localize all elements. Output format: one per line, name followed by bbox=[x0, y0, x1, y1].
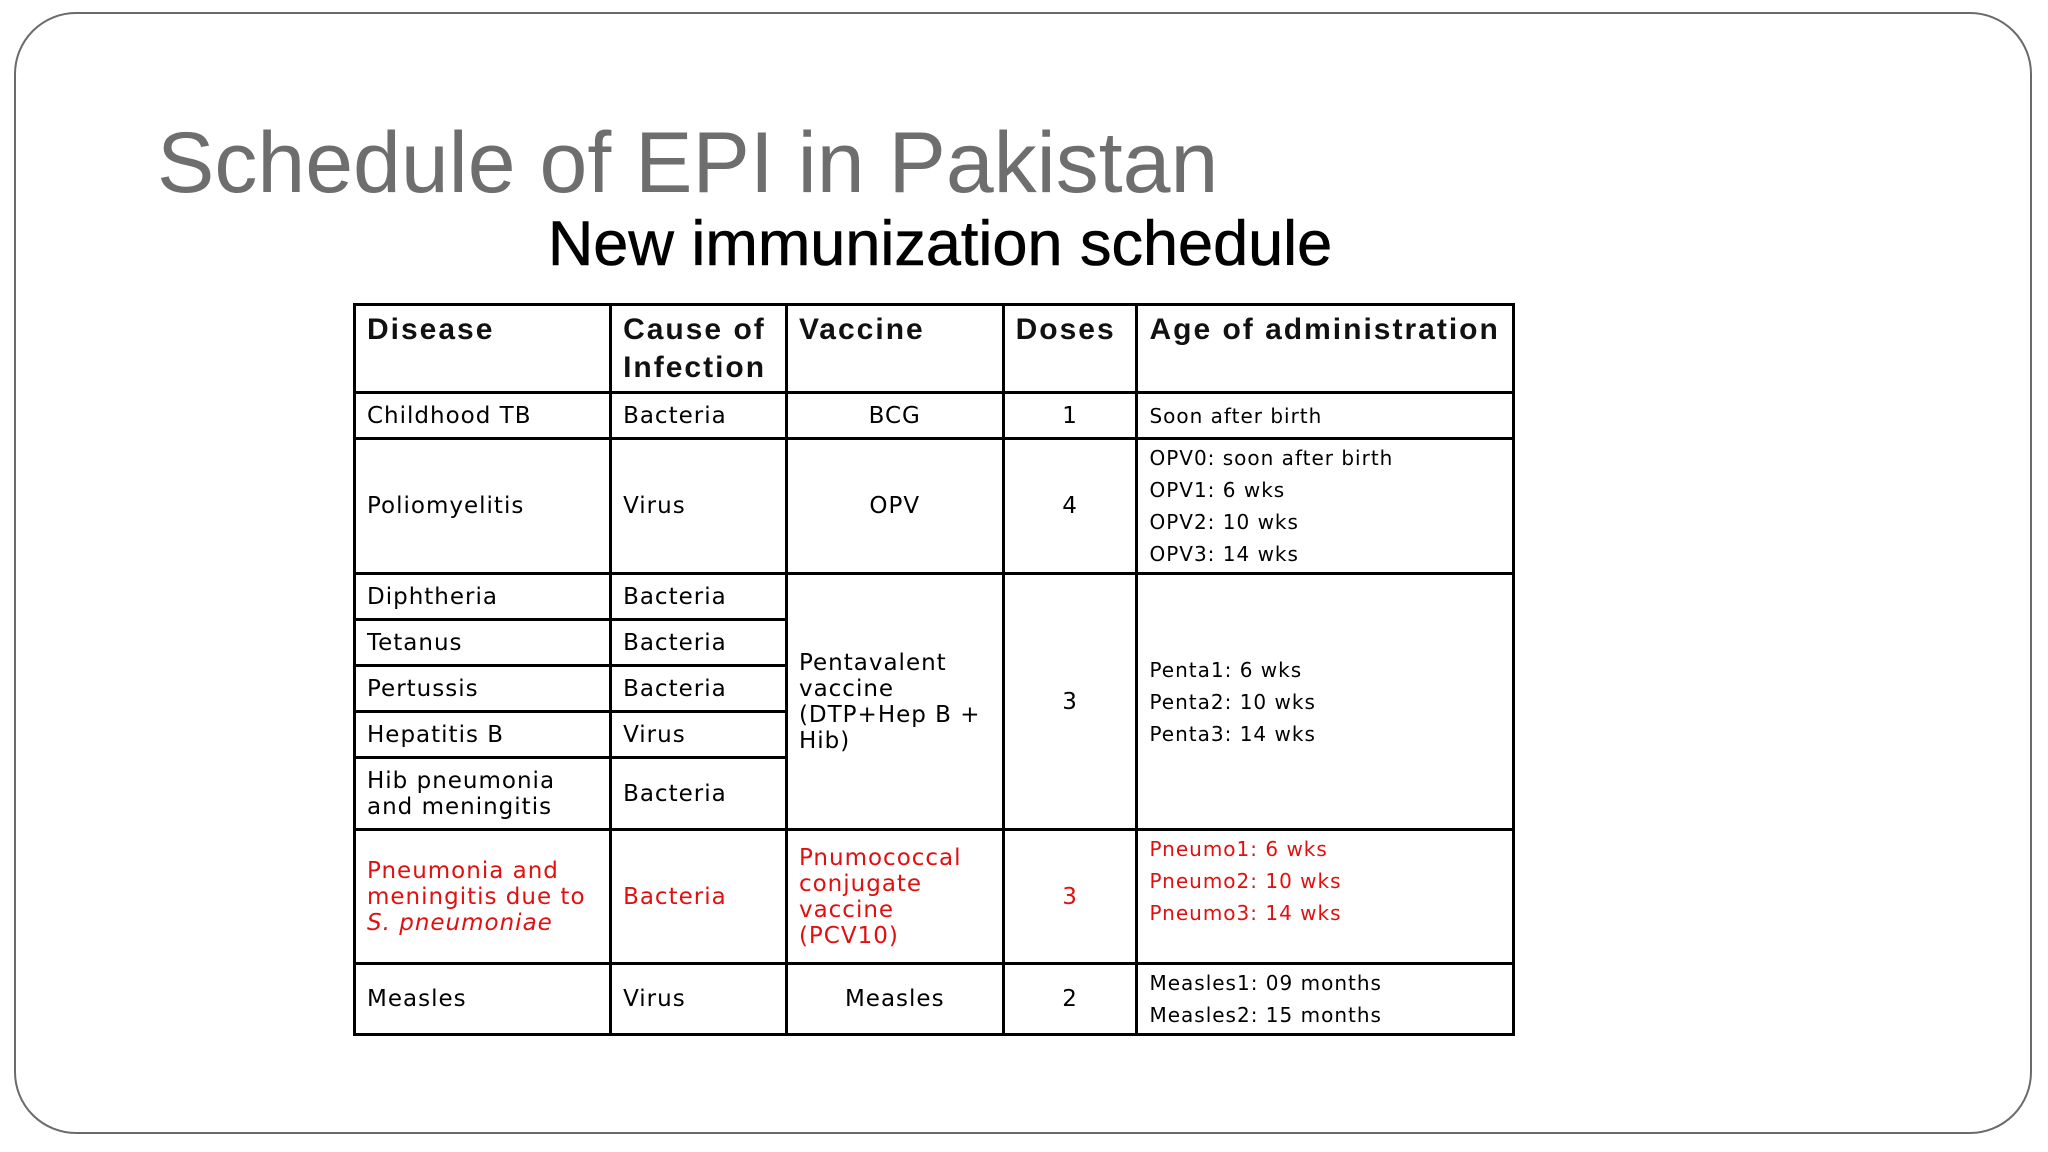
cell-vaccine: OPV bbox=[786, 439, 1003, 574]
cell-age bbox=[1137, 574, 1514, 830]
cell-age bbox=[1137, 964, 1514, 1035]
age-line: OPV1: 6 wks bbox=[1149, 478, 1286, 502]
age-line: Penta1: 6 wks bbox=[1149, 657, 1303, 682]
table-row bbox=[355, 393, 1514, 439]
table-heading: New immunization schedule bbox=[547, 209, 1333, 279]
cell-cause: Virus bbox=[611, 712, 787, 758]
age-line: OPV2: 10 wks bbox=[1149, 510, 1299, 534]
table-row bbox=[355, 830, 1514, 964]
immunization-schedule-table bbox=[353, 303, 1515, 1036]
cell-cause: Bacteria bbox=[611, 574, 787, 620]
age-line: Pneumo2: 10 wks bbox=[1149, 869, 1342, 893]
cell-disease bbox=[355, 830, 611, 964]
cell-doses: 4 bbox=[1003, 439, 1137, 574]
disease-organism: S. pneumoniae bbox=[367, 909, 553, 936]
header-age: Age of administration bbox=[1137, 305, 1514, 393]
age-line: OPV3: 14 wks bbox=[1149, 542, 1299, 566]
cell-cause: Virus bbox=[611, 439, 787, 574]
header-cause: Cause of Infection bbox=[611, 305, 787, 393]
cell-doses: 2 bbox=[1003, 964, 1137, 1035]
cell-disease: Tetanus bbox=[355, 620, 611, 666]
cell-disease: Pertussis bbox=[355, 666, 611, 712]
cell-doses: 3 bbox=[1003, 830, 1137, 964]
cell-cause: Bacteria bbox=[611, 830, 787, 964]
cell-vaccine: Measles bbox=[786, 964, 1003, 1035]
table-row bbox=[355, 439, 1514, 574]
cell-disease: Hib pneumonia and meningitis bbox=[355, 758, 611, 830]
cell-age bbox=[1137, 439, 1514, 574]
age-line: Pneumo1: 6 wks bbox=[1149, 837, 1328, 861]
vaccine-line: Pentavalent vaccine bbox=[798, 649, 947, 702]
cell-doses: 3 bbox=[1003, 574, 1137, 830]
age-line: OPV0: soon after birth bbox=[1149, 446, 1394, 470]
age-line: Penta3: 14 wks bbox=[1149, 721, 1316, 746]
cell-cause: Bacteria bbox=[611, 666, 787, 712]
disease-text: Pneumonia and meningitis due to bbox=[367, 857, 586, 910]
table-row bbox=[355, 574, 1514, 620]
age-line: Pneumo3: 14 wks bbox=[1149, 901, 1342, 925]
slide-title: Schedule of EPI in Pakistan bbox=[157, 116, 1219, 202]
cell-vaccine: BCG bbox=[786, 393, 1003, 439]
cell-disease: Childhood TB bbox=[355, 393, 611, 439]
cell-vaccine bbox=[786, 574, 1003, 830]
age-line: Penta2: 10 wks bbox=[1149, 689, 1316, 714]
cell-disease: Poliomyelitis bbox=[355, 439, 611, 574]
cell-disease: Measles bbox=[355, 964, 611, 1035]
header-vaccine: Vaccine bbox=[786, 305, 1003, 393]
cell-doses: 1 bbox=[1003, 393, 1137, 439]
age-line: Measles2: 15 months bbox=[1149, 1003, 1382, 1027]
cell-age: Soon after birth bbox=[1137, 393, 1514, 439]
vaccine-line: (DTP+Hep B + Hib) bbox=[798, 701, 981, 754]
cell-disease: Hepatitis B bbox=[355, 712, 611, 758]
header-disease: Disease bbox=[355, 305, 611, 393]
table-row bbox=[355, 964, 1514, 1035]
header-doses: Doses bbox=[1003, 305, 1137, 393]
cell-cause: Virus bbox=[611, 964, 787, 1035]
cell-cause: Bacteria bbox=[611, 758, 787, 830]
table-header-row bbox=[355, 305, 1514, 393]
cell-age bbox=[1137, 830, 1514, 964]
age-line: Measles1: 09 months bbox=[1149, 971, 1382, 995]
cell-disease: Diphtheria bbox=[355, 574, 611, 620]
cell-vaccine: Pnumococcal conjugate vaccine (PCV10) bbox=[786, 830, 1003, 964]
cell-cause: Bacteria bbox=[611, 393, 787, 439]
cell-cause: Bacteria bbox=[611, 620, 787, 666]
